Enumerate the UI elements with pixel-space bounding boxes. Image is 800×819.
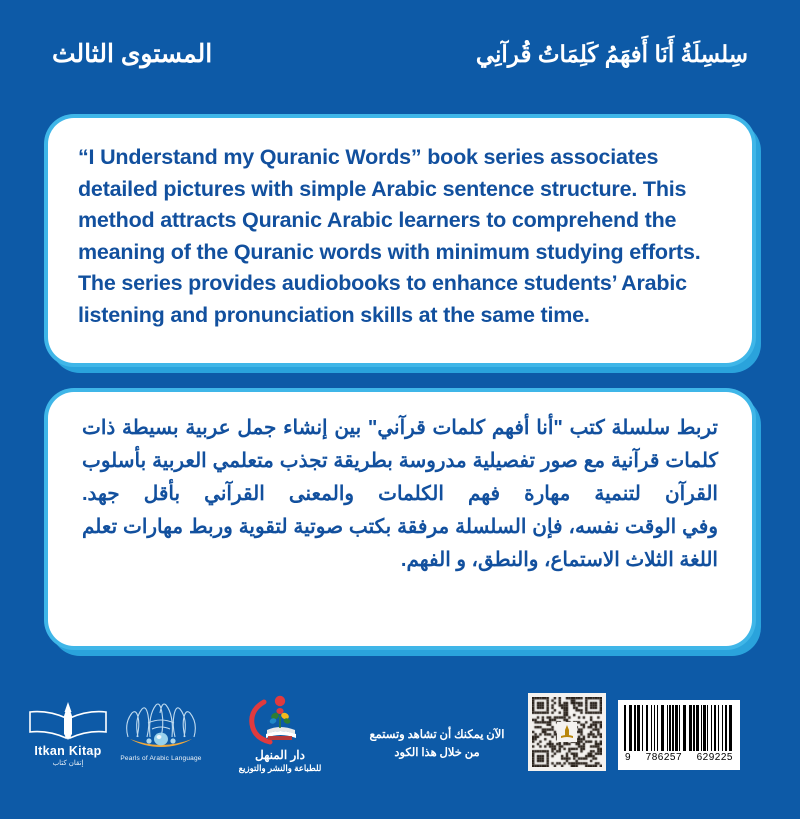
logo-itkan-brand-arabic: إتقان كتاب <box>52 760 84 767</box>
qr-caption-line-2: من خلال هذا الكود <box>394 747 480 759</box>
english-description-panel <box>48 118 752 363</box>
arabic-paragraph-1: تربط سلسلة كتب "أنا أفهم كلمات قرآني" بين إنشاء جمل عربية بسيطة ذات كلمات قرآنية مع صور تفصيلية مدروسة بطريقة تجذب متعلمي العربية بأسلوب القرآن لتنمية مهارة فهم الكلمات والمعنى القرآني بأقل جهد. <box>82 417 718 505</box>
logo-dar-al-manhal <box>228 694 332 774</box>
qr-caption <box>352 726 522 762</box>
cover-header <box>0 0 800 108</box>
open-book-pen-icon <box>22 700 114 742</box>
logo-itkan-brand: Itkan Kitap <box>34 744 102 758</box>
barcode-lead-digit: 9 <box>625 752 632 763</box>
manhal-book-crescent-icon <box>228 694 332 746</box>
barcode-number <box>624 751 734 763</box>
qr-caption-line-1: الآن يمكنك أن تشاهد وتستمع <box>369 729 505 741</box>
qr-center-logo-icon <box>557 722 577 742</box>
barcode-group-2: 629225 <box>696 752 733 763</box>
logo-manhal-name: دار المنهل <box>255 748 305 762</box>
series-title: سِلسِلَةُ أَنَا أَفهَمُ كَلِمَاتُ قُرآنِي <box>475 40 748 67</box>
logo-manhal-subtitle: للطباعة والنشر والتوزيع <box>238 763 322 773</box>
english-description-text <box>78 142 724 331</box>
qr-code[interactable] <box>528 693 606 771</box>
barcode-bars <box>624 705 734 751</box>
logo-pearls-brand: Pearls of Arabic Language <box>120 755 202 762</box>
arabic-description-panel <box>48 392 752 646</box>
barcode <box>618 700 740 770</box>
arabic-description-text <box>82 412 718 577</box>
logo-pearls-of-arabic-language <box>118 697 204 762</box>
logo-itkan-kitap <box>22 700 114 767</box>
calligraphy-pearl-icon <box>118 697 204 753</box>
arabic-paragraph-2: وفي الوقت نفسه، فإن السلسلة مرفقة بكتب صوتية لتقوية وربط مهارات تعلم اللغة الثلاث الاستماع، والنطق، و الفهم. <box>82 516 718 571</box>
level-label: المستوى الثالث <box>52 40 213 68</box>
english-paragraph-1: “I Understand my Quranic Words” book series associates detailed pictures with simple Arabic sentence structure. This method attracts Quranic Arabic learners to comprehend the meaning of the Quranic words with minimum studying efforts. <box>78 145 701 264</box>
barcode-group-1: 786257 <box>645 752 683 763</box>
english-paragraph-2: The series provides audiobooks to enhance students’ Arabic listening and pronunciation skills at the same time. <box>78 271 687 327</box>
